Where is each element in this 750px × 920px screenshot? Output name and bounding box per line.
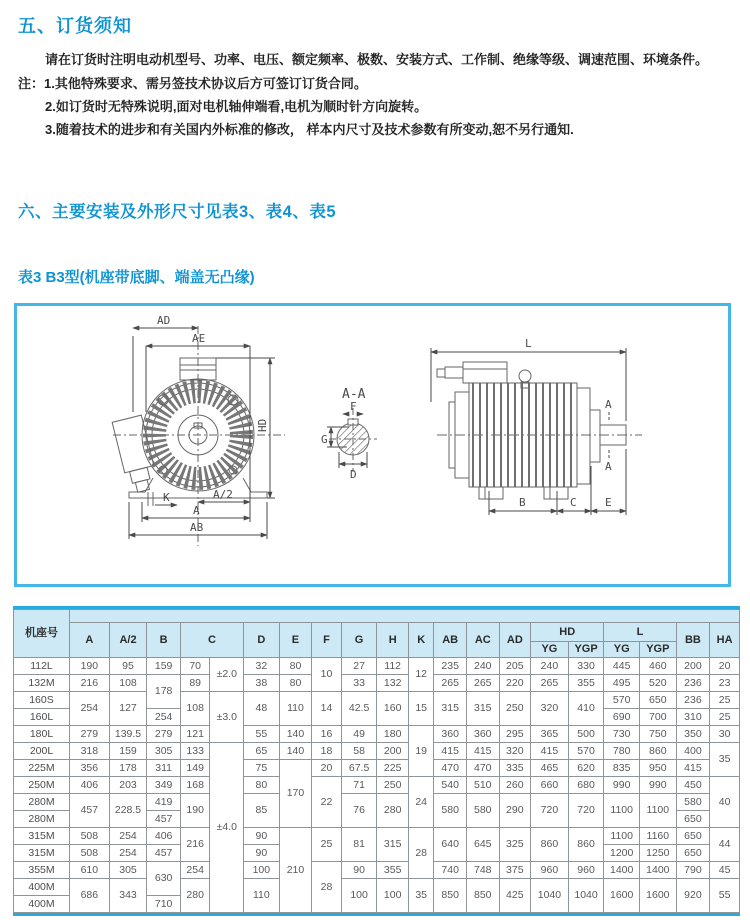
table-cell: 80 — [244, 777, 280, 794]
table-cell: 630 — [147, 862, 181, 896]
table-cell: 350 — [676, 726, 710, 743]
dim-label-b: B — [519, 496, 526, 509]
table-cell: 320 — [531, 692, 569, 726]
table-cell: 419 — [147, 794, 181, 811]
motor-outline-drawing — [17, 306, 728, 584]
dimension-drawing-box — [14, 303, 731, 587]
table-row — [14, 760, 740, 777]
table-row — [14, 777, 740, 794]
dim-label-ae: AE — [192, 332, 206, 345]
table-cell: 140 — [279, 726, 312, 743]
table-cell: 265 — [434, 675, 467, 692]
table-cell: 860 — [568, 828, 604, 862]
table-cell: 85 — [244, 794, 280, 828]
table-cell: 335 — [499, 760, 531, 777]
dim-label-hd: HD — [256, 418, 269, 432]
table-cell: 48 — [244, 692, 280, 726]
table-cell: 200 — [676, 658, 710, 675]
table-cell: 1250 — [640, 845, 677, 862]
table-cell: 70 — [180, 658, 210, 675]
table-cell: 112L — [14, 658, 70, 675]
note-line-1: 注：1.其他特殊要求、需另签技术协议后方可签订订货合同。 — [18, 76, 367, 91]
table-cell: 280M — [14, 811, 70, 828]
table-cell: 95 — [109, 658, 147, 675]
table-cell: 28 — [408, 828, 433, 879]
table-cell: 780 — [604, 743, 640, 760]
table-row — [14, 879, 740, 896]
table-cell: 20 — [312, 760, 342, 777]
table-cell: 406 — [147, 828, 181, 845]
table-cell: 28 — [312, 862, 342, 913]
table-cell: 260 — [499, 777, 531, 794]
table-cell: 310 — [676, 709, 710, 726]
table-cell: 415 — [466, 743, 499, 760]
table-cell: 1200 — [604, 845, 640, 862]
table-cell: 108 — [109, 675, 147, 692]
header-cell: AB — [434, 623, 467, 658]
table-cell: 355 — [377, 862, 409, 879]
table-cell: 406 — [69, 777, 109, 794]
table-row — [14, 743, 740, 760]
table-cell: 1040 — [568, 879, 604, 913]
table-cell: 660 — [531, 777, 569, 794]
header-cell: AD — [499, 623, 531, 658]
table-cell: 320 — [499, 743, 531, 760]
table-cell: 860 — [531, 828, 569, 862]
table-cell: 75 — [244, 760, 280, 777]
table-cell: 295 — [499, 726, 531, 743]
table-cell: 450 — [676, 777, 710, 794]
table-cell: 508 — [69, 845, 109, 862]
header-cell: H — [377, 623, 409, 658]
table-cell: 720 — [568, 794, 604, 828]
header-cell: HD — [531, 623, 604, 642]
table-cell: 610 — [69, 862, 109, 879]
table-cell: 216 — [180, 828, 210, 862]
table-cell: 49 — [341, 726, 377, 743]
table-cell: ±4.0 — [210, 743, 244, 913]
table-cell: 240 — [531, 658, 569, 675]
table-cell: 1100 — [604, 828, 640, 845]
table-cell: 200L — [14, 743, 70, 760]
table-cell: 250M — [14, 777, 70, 794]
table-cell: 620 — [568, 760, 604, 777]
table-cell: 203 — [109, 777, 147, 794]
table-cell: 178 — [147, 675, 181, 709]
dimension-table-section — [13, 606, 740, 916]
table-cell: 100 — [377, 879, 409, 913]
table-cell: 121 — [180, 726, 210, 743]
header-cell: YGP — [568, 642, 604, 658]
table-cell: 236 — [676, 675, 710, 692]
table-cell: 375 — [499, 862, 531, 879]
table-cell: 1400 — [640, 862, 677, 879]
table-cell: 510 — [466, 777, 499, 794]
table-cell: 235 — [434, 658, 467, 675]
dimension-table — [13, 609, 740, 913]
table-cell: ±3.0 — [210, 692, 244, 743]
table-cell: 425 — [499, 879, 531, 913]
table-cell: 160S — [14, 692, 70, 709]
table-cell: 280M — [14, 794, 70, 811]
table-cell: 400M — [14, 896, 70, 913]
table-cell: 18 — [312, 743, 342, 760]
table-cell: 570 — [568, 743, 604, 760]
table-cell: 205 — [499, 658, 531, 675]
header-cell: AC — [466, 623, 499, 658]
table-cell: 990 — [604, 777, 640, 794]
table-cell: 950 — [640, 760, 677, 777]
table-cell: 355M — [14, 862, 70, 879]
table-cell: 127 — [109, 692, 147, 726]
header-cell: D — [244, 623, 280, 658]
table-cell: 240 — [466, 658, 499, 675]
table-cell: 90 — [244, 845, 280, 862]
table-cell: 132 — [377, 675, 409, 692]
table-cell: 22 — [312, 777, 342, 828]
table-cell: 495 — [604, 675, 640, 692]
table-cell: 305 — [109, 862, 147, 879]
table-cell: 860 — [640, 743, 677, 760]
table-cell: 290 — [499, 794, 531, 828]
table-row — [14, 675, 740, 692]
front-view-drawing — [112, 314, 285, 546]
table-cell: 35 — [710, 743, 740, 777]
table-cell: 740 — [434, 862, 467, 879]
table-cell: 415 — [434, 743, 467, 760]
header-cell: B — [147, 623, 181, 658]
table-cell: 12 — [408, 658, 433, 692]
table-cell: 160 — [377, 692, 409, 726]
table-cell: 149 — [180, 760, 210, 777]
table-cell: 19 — [408, 726, 433, 777]
table-cell: 133 — [180, 743, 210, 760]
table-row — [14, 692, 740, 709]
table-cell: 100 — [341, 879, 377, 913]
table-cell: 720 — [531, 794, 569, 828]
table-cell: 250 — [499, 692, 531, 726]
table-row — [14, 794, 740, 811]
table-cell: 71 — [341, 777, 377, 794]
table-cell: 330 — [568, 658, 604, 675]
table-cell: 67.5 — [341, 760, 377, 777]
table-cell: 850 — [466, 879, 499, 913]
table-cell: 365 — [531, 726, 569, 743]
table-cell: 24 — [408, 777, 433, 828]
table-cell: 650 — [676, 845, 710, 862]
table-cell: 210 — [279, 828, 312, 913]
table-cell: 112 — [377, 658, 409, 675]
table-row — [14, 623, 740, 642]
table-cell: 1160 — [640, 828, 677, 845]
table-cell: 410 — [568, 692, 604, 726]
table-cell: 254 — [109, 845, 147, 862]
header-cell: L — [604, 623, 676, 642]
table-cell: 25 — [312, 828, 342, 862]
dim-label-k: K — [163, 491, 170, 504]
table-cell: 700 — [640, 709, 677, 726]
header-cell — [69, 610, 739, 623]
header-cell: E — [279, 623, 312, 658]
dim-label-f: F — [350, 400, 357, 413]
table-cell: 16 — [312, 726, 342, 743]
section5-intro-text: 请在订货时注明电动机型号、功率、电压、额定频率、极数、安装方式、工作制、绝缘等级、调速范围、环境条件。 — [45, 52, 709, 67]
table-cell: 315 — [434, 692, 467, 726]
dim-label-d: D — [350, 468, 357, 481]
table-cell: 960 — [531, 862, 569, 879]
table-cell: 570 — [604, 692, 640, 709]
table-cell: 38 — [244, 675, 280, 692]
table-cell: 355 — [568, 675, 604, 692]
header-cell: YGP — [640, 642, 677, 658]
table-cell: 178 — [109, 760, 147, 777]
table-cell: 180L — [14, 726, 70, 743]
table-cell: 315 — [466, 692, 499, 726]
table-cell: 690 — [604, 709, 640, 726]
note-line-3: 3.随着技术的进步和有关国内外标准的修改， 样本内尺寸及技术参数有所变动,恕不另行通知. — [45, 122, 574, 137]
table-cell: 710 — [147, 896, 181, 913]
table-cell: 55 — [710, 879, 740, 913]
table-cell: 23 — [710, 675, 740, 692]
table-cell: 40 — [710, 777, 740, 828]
table-cell: 400 — [676, 743, 710, 760]
table-cell: 33 — [341, 675, 377, 692]
table-cell: 254 — [147, 709, 181, 726]
table-cell: 640 — [434, 828, 467, 862]
table-cell: 349 — [147, 777, 181, 794]
dim-label-ad: AD — [157, 314, 171, 327]
table-cell: 1600 — [604, 879, 640, 913]
table-cell: 27 — [341, 658, 377, 675]
table-cell: 315 — [377, 828, 409, 862]
table-cell: 132M — [14, 675, 70, 692]
table-cell: 200 — [377, 743, 409, 760]
table-cell: 457 — [147, 811, 181, 828]
dim-label-g: G — [321, 433, 328, 446]
table-cell: 305 — [147, 743, 181, 760]
table-cell: 45 — [710, 862, 740, 879]
table-cell: 25 — [710, 692, 740, 709]
table-cell: 76 — [341, 794, 377, 828]
section5-heading: 五、订货须知 — [18, 16, 132, 36]
table-header — [14, 610, 740, 658]
header-cell: YG — [531, 642, 569, 658]
table-cell: 400M — [14, 879, 70, 896]
dim-label-e: E — [605, 496, 612, 509]
table-cell: 650 — [676, 828, 710, 845]
table-cell: 686 — [69, 879, 109, 913]
dim-label-a2: A/2 — [213, 488, 233, 501]
table-cell: 89 — [180, 675, 210, 692]
table-cell: 228.5 — [109, 794, 147, 828]
table-cell: 220 — [499, 675, 531, 692]
table-cell: 645 — [466, 828, 499, 862]
table-cell: 540 — [434, 777, 467, 794]
table-cell: 108 — [180, 692, 210, 726]
table-cell: 236 — [676, 692, 710, 709]
table-cell: 110 — [244, 879, 280, 913]
table-cell: 225M — [14, 760, 70, 777]
header-cell: K — [408, 623, 433, 658]
table-cell: 1100 — [604, 794, 640, 828]
table-cell: 25 — [710, 709, 740, 726]
table-cell: 58 — [341, 743, 377, 760]
table-cell: 279 — [69, 726, 109, 743]
header-cell: 机座号 — [14, 610, 70, 658]
table-cell: 315M — [14, 828, 70, 845]
table-cell: 343 — [109, 879, 147, 913]
table-cell: 180 — [377, 726, 409, 743]
dim-label-a-top: A — [605, 398, 612, 411]
table-cell: 580 — [434, 794, 467, 828]
table-cell: 254 — [109, 828, 147, 845]
table-cell: 250 — [377, 777, 409, 794]
table-cell: 265 — [466, 675, 499, 692]
table-cell: 470 — [466, 760, 499, 777]
table-cell: 790 — [676, 862, 710, 879]
table-cell: 415 — [676, 760, 710, 777]
table-cell: 65 — [244, 743, 280, 760]
dim-label-l: L — [525, 337, 532, 350]
table-cell: 457 — [147, 845, 181, 862]
side-view-drawing — [431, 337, 642, 515]
table-cell: 457 — [69, 794, 109, 828]
table-cell: 445 — [604, 658, 640, 675]
table-row — [14, 862, 740, 879]
table-cell: 1400 — [604, 862, 640, 879]
table-cell: 254 — [180, 862, 210, 879]
table-cell: 470 — [434, 760, 467, 777]
table-cell: 280 — [377, 794, 409, 828]
table-cell: 415 — [531, 743, 569, 760]
shaft-section-drawing — [321, 387, 377, 481]
table-cell: 650 — [676, 811, 710, 828]
table-cell: 315M — [14, 845, 70, 862]
table-cell: 356 — [69, 760, 109, 777]
table-cell: 159 — [109, 743, 147, 760]
table-cell: 1100 — [640, 794, 677, 828]
table-cell: 254 — [69, 692, 109, 726]
table-row — [14, 828, 740, 845]
note-line-2: 2.如订货时无特殊说明,面对电机轴伸端看,电机为顺时针方向旋转。 — [45, 99, 428, 114]
table-cell: 32 — [244, 658, 280, 675]
header-cell: HA — [710, 623, 740, 658]
table-cell: 265 — [531, 675, 569, 692]
table-cell: 748 — [466, 862, 499, 879]
table-cell: 168 — [180, 777, 210, 794]
table-bottom-accent-line — [13, 913, 740, 916]
table-cell: 580 — [466, 794, 499, 828]
table-cell: 10 — [312, 658, 342, 692]
table-cell: 360 — [466, 726, 499, 743]
table-cell: 460 — [640, 658, 677, 675]
table-row — [14, 658, 740, 675]
table-cell: 280 — [180, 879, 210, 913]
table-cell: 190 — [69, 658, 109, 675]
table-cell: 42.5 — [341, 692, 377, 726]
table-cell: 20 — [710, 658, 740, 675]
table-cell: 508 — [69, 828, 109, 845]
table-cell: 44 — [710, 828, 740, 862]
table-cell: 520 — [640, 675, 677, 692]
header-cell: G — [341, 623, 377, 658]
table-cell: 14 — [312, 692, 342, 726]
table-cell: 225 — [377, 760, 409, 777]
table-cell: 100 — [244, 862, 280, 879]
table-cell: ±2.0 — [210, 658, 244, 692]
table-cell: 500 — [568, 726, 604, 743]
table-row — [14, 610, 740, 623]
table-cell: 650 — [640, 692, 677, 709]
table-cell: 750 — [640, 726, 677, 743]
table-cell: 1600 — [640, 879, 677, 913]
table-cell: 318 — [69, 743, 109, 760]
table-cell: 81 — [341, 828, 377, 862]
table-cell: 110 — [279, 692, 312, 726]
table-cell: 680 — [568, 777, 604, 794]
dim-label-a: A — [193, 504, 200, 517]
table-cell: 90 — [244, 828, 280, 845]
table-cell: 55 — [244, 726, 280, 743]
header-cell: BB — [676, 623, 710, 658]
header-cell: C — [180, 623, 243, 658]
table-cell: 190 — [180, 794, 210, 828]
table-cell: 465 — [531, 760, 569, 777]
table-cell: 160L — [14, 709, 70, 726]
header-cell: A — [69, 623, 109, 658]
header-cell: A/2 — [109, 623, 147, 658]
table-cell: 90 — [341, 862, 377, 879]
header-cell: YG — [604, 642, 640, 658]
table-cell: 279 — [147, 726, 181, 743]
table-cell: 15 — [408, 692, 433, 726]
table-cell: 920 — [676, 879, 710, 913]
table-cell: 580 — [676, 794, 710, 811]
table-cell: 216 — [69, 675, 109, 692]
section6-heading: 六、主要安装及外形尺寸见表3、表4、表5 — [18, 203, 337, 221]
table-cell: 990 — [640, 777, 677, 794]
table-cell: 35 — [408, 879, 433, 913]
table-cell: 835 — [604, 760, 640, 777]
table-cell: 730 — [604, 726, 640, 743]
table-cell: 30 — [710, 726, 740, 743]
table-cell: 159 — [147, 658, 181, 675]
table-cell: 360 — [434, 726, 467, 743]
dim-label-a-bottom: A — [605, 460, 612, 473]
table-cell: 80 — [279, 675, 312, 692]
header-cell: F — [312, 623, 342, 658]
table-cell: 311 — [147, 760, 181, 777]
section-title: A-A — [342, 387, 366, 402]
table-cell: 325 — [499, 828, 531, 862]
table-body — [14, 658, 740, 913]
table-cell: 1040 — [531, 879, 569, 913]
dim-label-ab: AB — [190, 521, 204, 534]
table-cell: 850 — [434, 879, 467, 913]
table-cell: 960 — [568, 862, 604, 879]
table3-title: 表3 B3型(机座带底脚、端盖无凸缘) — [18, 269, 255, 286]
dim-label-c: C — [570, 496, 577, 509]
table-cell: 139.5 — [109, 726, 147, 743]
table-cell: 80 — [279, 658, 312, 675]
table-cell: 170 — [279, 760, 312, 828]
table-row — [14, 726, 740, 743]
table-cell: 140 — [279, 743, 312, 760]
